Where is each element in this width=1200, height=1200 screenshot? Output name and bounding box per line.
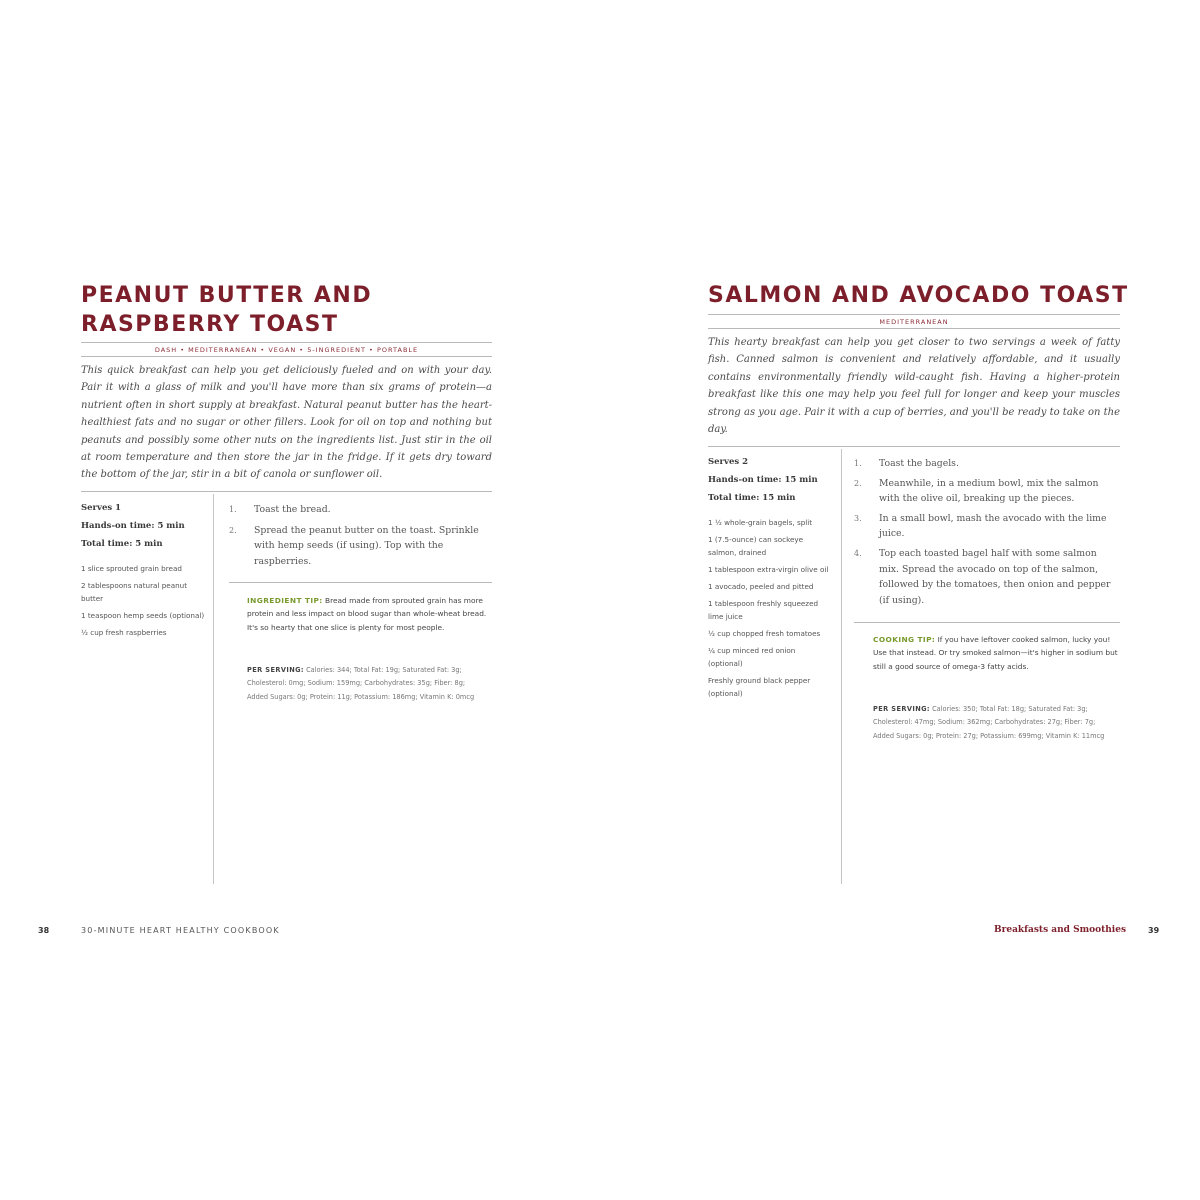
ingredient-item: 1 tablespoon freshly squeezed lime juice (708, 599, 819, 621)
intro-rule (81, 491, 492, 492)
nutrition-info (873, 703, 1113, 743)
tip-label: INGREDIENT TIP: (247, 596, 323, 605)
ingredient-list (708, 516, 832, 704)
ingredient-item: ½ cup fresh raspberries (81, 628, 167, 637)
tip-text: If you have leftover cooked salmon, lucky you! Use that instead. Or try smoked salmon—it's higher in sodium but still a good source of omega-3 fatty acids. (873, 635, 1118, 671)
column-divider (213, 494, 214, 884)
recipe-title (81, 281, 372, 339)
tags-rule (81, 356, 492, 357)
recipe-title-line2: RASPBERRY TOAST (81, 312, 339, 337)
recipe-tags: MEDITERRANEAN (879, 318, 949, 326)
step-number: 2. (229, 525, 237, 535)
nutrition-text: Calories: 350; Total Fat: 18g; Saturated Fat: 3g; Cholesterol: 47mg; Sodium: 362mg; Carbohydrates: 27g; Fiber: 7g; Added Sugars: 0g; Protein: 27g; Potassium: 699mg; Vitamin K: 11mcg (873, 705, 1105, 740)
tip-rule (854, 622, 1120, 623)
column-divider (841, 449, 842, 884)
ingredient-item: 1 tablespoon extra-virgin olive oil (708, 565, 829, 574)
tip-label: COOKING TIP: (873, 635, 936, 644)
title-rule (81, 342, 492, 343)
step-number: 1. (229, 505, 237, 514)
nutrition-info (247, 664, 487, 704)
intro-rule (708, 446, 1120, 447)
ingredient-item: 1 slice sprouted grain bread (81, 564, 182, 573)
ingredient-item: ½ cup chopped fresh tomatoes (708, 629, 821, 638)
cooking-tip (873, 633, 1121, 673)
step-text: In a small bowl, mash the avocado with the lime juice. (879, 512, 1107, 540)
total-time: Total time: 5 min (81, 539, 163, 549)
nutrition-label: PER SERVING: (873, 705, 930, 713)
step-number: 4. (854, 548, 862, 558)
step-item (854, 476, 1118, 507)
step-number: 1. (854, 459, 862, 468)
running-head: Breakfasts and Smoothies (994, 925, 1127, 935)
step-number: 3. (854, 513, 862, 523)
page-number: 38 (38, 926, 50, 935)
ingredient-item: Freshly ground black pepper (optional) (708, 676, 811, 698)
step-item (854, 456, 1118, 472)
step-number: 2. (854, 478, 862, 488)
total-time: Total time: 15 min (708, 493, 796, 503)
ingredient-list (81, 562, 205, 643)
ingredient-tip (247, 594, 495, 634)
step-text: Toast the bagels. (879, 458, 959, 469)
title-rule (708, 314, 1120, 315)
hands-on-time: Hands-on time: 15 min (708, 475, 818, 485)
nutrition-label: PER SERVING: (247, 666, 304, 674)
recipe-intro: This hearty breakfast can help you get closer to two servings a week of fatty fish. Canned salmon is convenient and relatively affordable, and it usually contains environmentally friendly wild-caught fish. Having a higher-protein breakfast like this one may help you feel full for longer and keep your muscles strong as you age. Pair it with a cup of berries, and you'll be ready to take on the day. (708, 337, 1120, 436)
tags-rule (708, 328, 1120, 329)
step-list (229, 502, 484, 569)
tip-text: Bread made from sprouted grain has more protein and less impact on blood sugar than whole-wheat bread. It's so hearty that one slice is plenty for most people. (247, 596, 487, 632)
step-item (854, 511, 1118, 542)
recipe-intro: This quick breakfast can help you get deliciously fueled and on with your day. Pair it with a glass of milk and you'll have more than six grams of protein—a nutrient often in short supply at breakfast. Natural peanut butter has the heart-healthiest fats and no sugar or other fillers. Look for oil on top and nothing but peanuts and possibly some other nuts on the ingredients list. Just stir in the oil at room temperature and then store the jar in the fridge. If it gets dry toward the bottom of the jar, stir in a bit of canola or sunflower oil. (81, 365, 492, 481)
step-text: Meanwhile, in a medium bowl, mix the salmon with the olive oil, breaking up the pieces. (879, 477, 1099, 505)
serves: Serves 1 (81, 503, 122, 513)
nutrition-text: Calories: 344; Total Fat: 19g; Saturated Fat: 3g; Cholesterol: 0mg; Sodium: 159mg; Carbohydrates: 35g; Fiber: 8g; Added Sugars: 0g; Protein: 11g; Potassium: 186mg; Vitamin K: 0mcg (247, 666, 475, 701)
step-item (854, 546, 1118, 608)
step-item (229, 502, 484, 518)
step-text: Spread the peanut butter on the toast. Sprinkle with hemp seeds (if using). Top with the raspberries. (254, 524, 479, 567)
hands-on-time: Hands-on time: 5 min (81, 521, 185, 531)
ingredient-item: 1 teaspoon hemp seeds (optional) (81, 611, 205, 620)
right-page (600, 0, 1200, 1200)
ingredient-item: 2 tablespoons natural peanut butter (81, 581, 188, 603)
recipe-title: SALMON AND AVOCADO TOAST (708, 283, 1129, 308)
ingredient-item: 1 ½ whole-grain bagels, split (708, 518, 813, 527)
ingredient-item: ¼ cup minced red onion (optional) (708, 646, 796, 668)
recipe-tags: DASH • MEDITERRANEAN • VEGAN • 5-INGREDIENT • PORTABLE (154, 346, 419, 354)
serves: Serves 2 (708, 457, 749, 467)
step-item (229, 523, 484, 570)
step-text: Toast the bread. (254, 504, 331, 515)
step-text: Top each toasted bagel half with some salmon mix. Spread the avocado on top of the salmon, followed by the tomatoes, then onion and pepper (if using). (879, 547, 1111, 606)
page-number: 39 (1148, 926, 1160, 935)
ingredient-item: 1 (7.5-ounce) can sockeye salmon, drained (708, 535, 804, 557)
running-head: 30-MINUTE HEART HEALTHY COOKBOOK (81, 926, 280, 935)
ingredient-item: 1 avocado, peeled and pitted (708, 582, 814, 591)
step-list (854, 456, 1118, 608)
recipe-title-line1: PEANUT BUTTER AND (81, 283, 373, 308)
tip-rule (229, 582, 492, 583)
